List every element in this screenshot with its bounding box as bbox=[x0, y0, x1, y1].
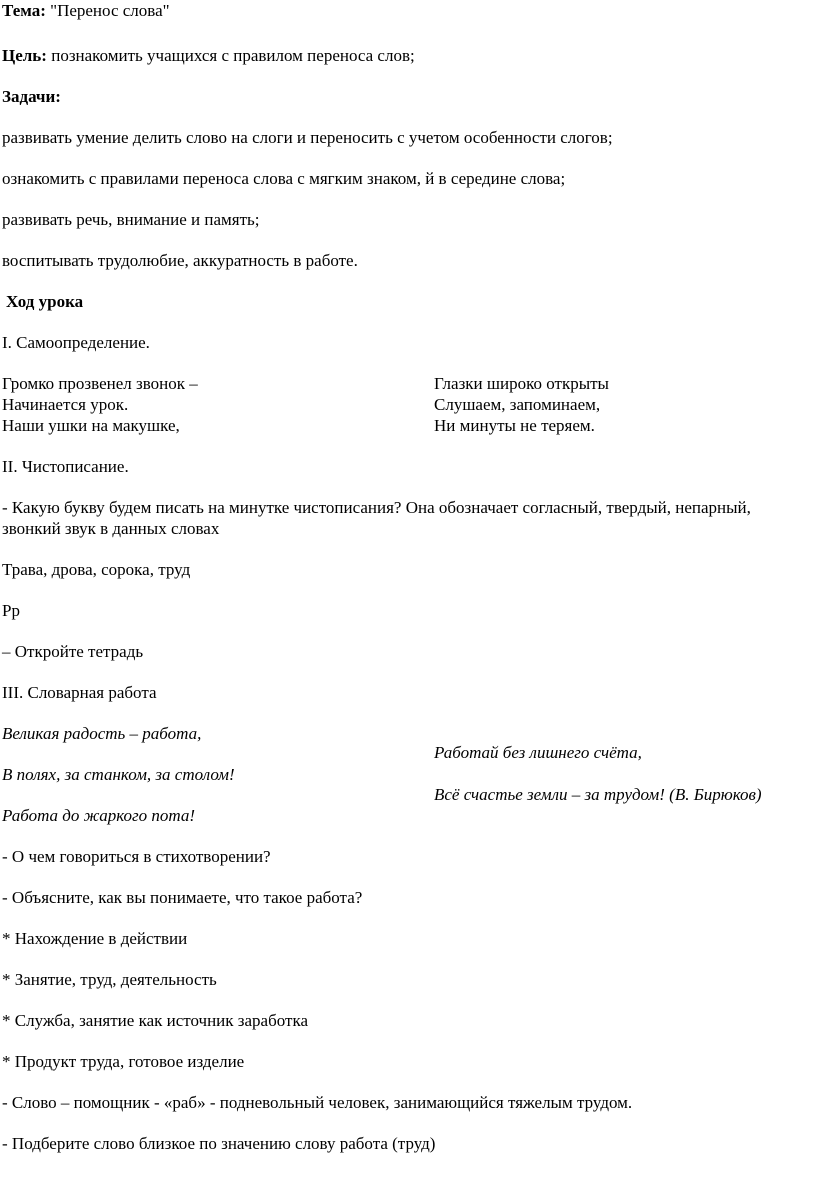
section-heading: I. Самоопределение. bbox=[2, 333, 150, 352]
poem-line: Наши ушки на макушке, bbox=[2, 416, 180, 435]
poem-line: Глазки широко открыты bbox=[434, 374, 609, 393]
lesson-heading: Ход урока bbox=[6, 292, 84, 311]
pick-word-line: - Подберите слово близкое по значению слову работа (труд) bbox=[2, 1134, 436, 1153]
tasks-heading: Задачи: bbox=[2, 87, 61, 106]
meaning-item: * Занятие, труд, деятельность bbox=[2, 970, 217, 989]
poem-line: Великая радость – работа, bbox=[2, 724, 202, 743]
words-line: Трава, дрова, сорока, труд bbox=[2, 560, 191, 579]
instruction-line: – Откройте тетрадь bbox=[2, 642, 144, 661]
section-heading: II. Чистописание. bbox=[2, 457, 129, 476]
question-line: звонкий звук в данных словах bbox=[2, 519, 220, 538]
poem-line: Всё счастье земли – за трудом! (В. Бирюков) bbox=[434, 785, 762, 804]
task-item: воспитывать трудолюбие, аккуратность в работе. bbox=[2, 251, 358, 270]
meaning-item: * Продукт труда, готовое изделие bbox=[2, 1052, 245, 1071]
meaning-item: * Служба, занятие как источник заработка bbox=[2, 1011, 308, 1030]
goal-value: познакомить учащихся с правилом переноса слов; bbox=[46, 46, 415, 65]
poem-line: Громко прозвенел звонок – bbox=[2, 374, 198, 393]
poem-line: В полях, за станком, за столом! bbox=[2, 765, 235, 784]
poem-line: Слушаем, запоминаем, bbox=[434, 395, 601, 414]
task-item: ознакомить с правилами переноса слова с мягким знаком, й в середине слова; bbox=[2, 169, 566, 188]
task-item: развивать речь, внимание и память; bbox=[2, 210, 260, 229]
task-item: развивать умение делить слово на слоги и переносить с учетом особенности слогов; bbox=[2, 128, 613, 147]
letters-line: Рр bbox=[2, 601, 20, 620]
topic-value: "Перенос слова" bbox=[45, 1, 170, 20]
poem-line: Ни минуты не теряем. bbox=[434, 416, 595, 435]
helper-word-line: - Слово – помощник - «раб» - подневольный человек, занимающийся тяжелым трудом. bbox=[2, 1093, 633, 1112]
poem-line: Работа до жаркого пота! bbox=[2, 806, 196, 825]
meaning-item: * Нахождение в действии bbox=[2, 929, 188, 948]
section-heading: III. Словарная работа bbox=[2, 683, 157, 702]
poem-line: Работай без лишнего счёта, bbox=[434, 743, 642, 762]
question-line: - Объясните, как вы понимаете, что такое работа? bbox=[2, 888, 363, 907]
question-line: - Какую букву будем писать на минутке чистописания? Она обозначает согласный, твердый, непарный, bbox=[2, 498, 751, 517]
goal-label: Цель: bbox=[2, 46, 47, 65]
question-line: - О чем говориться в стихотворении? bbox=[2, 847, 271, 866]
topic-label: Тема: bbox=[2, 1, 46, 20]
topic-line bbox=[2, 0, 170, 21]
poem-line: Начинается урок. bbox=[2, 395, 129, 414]
goal-line bbox=[2, 45, 415, 66]
